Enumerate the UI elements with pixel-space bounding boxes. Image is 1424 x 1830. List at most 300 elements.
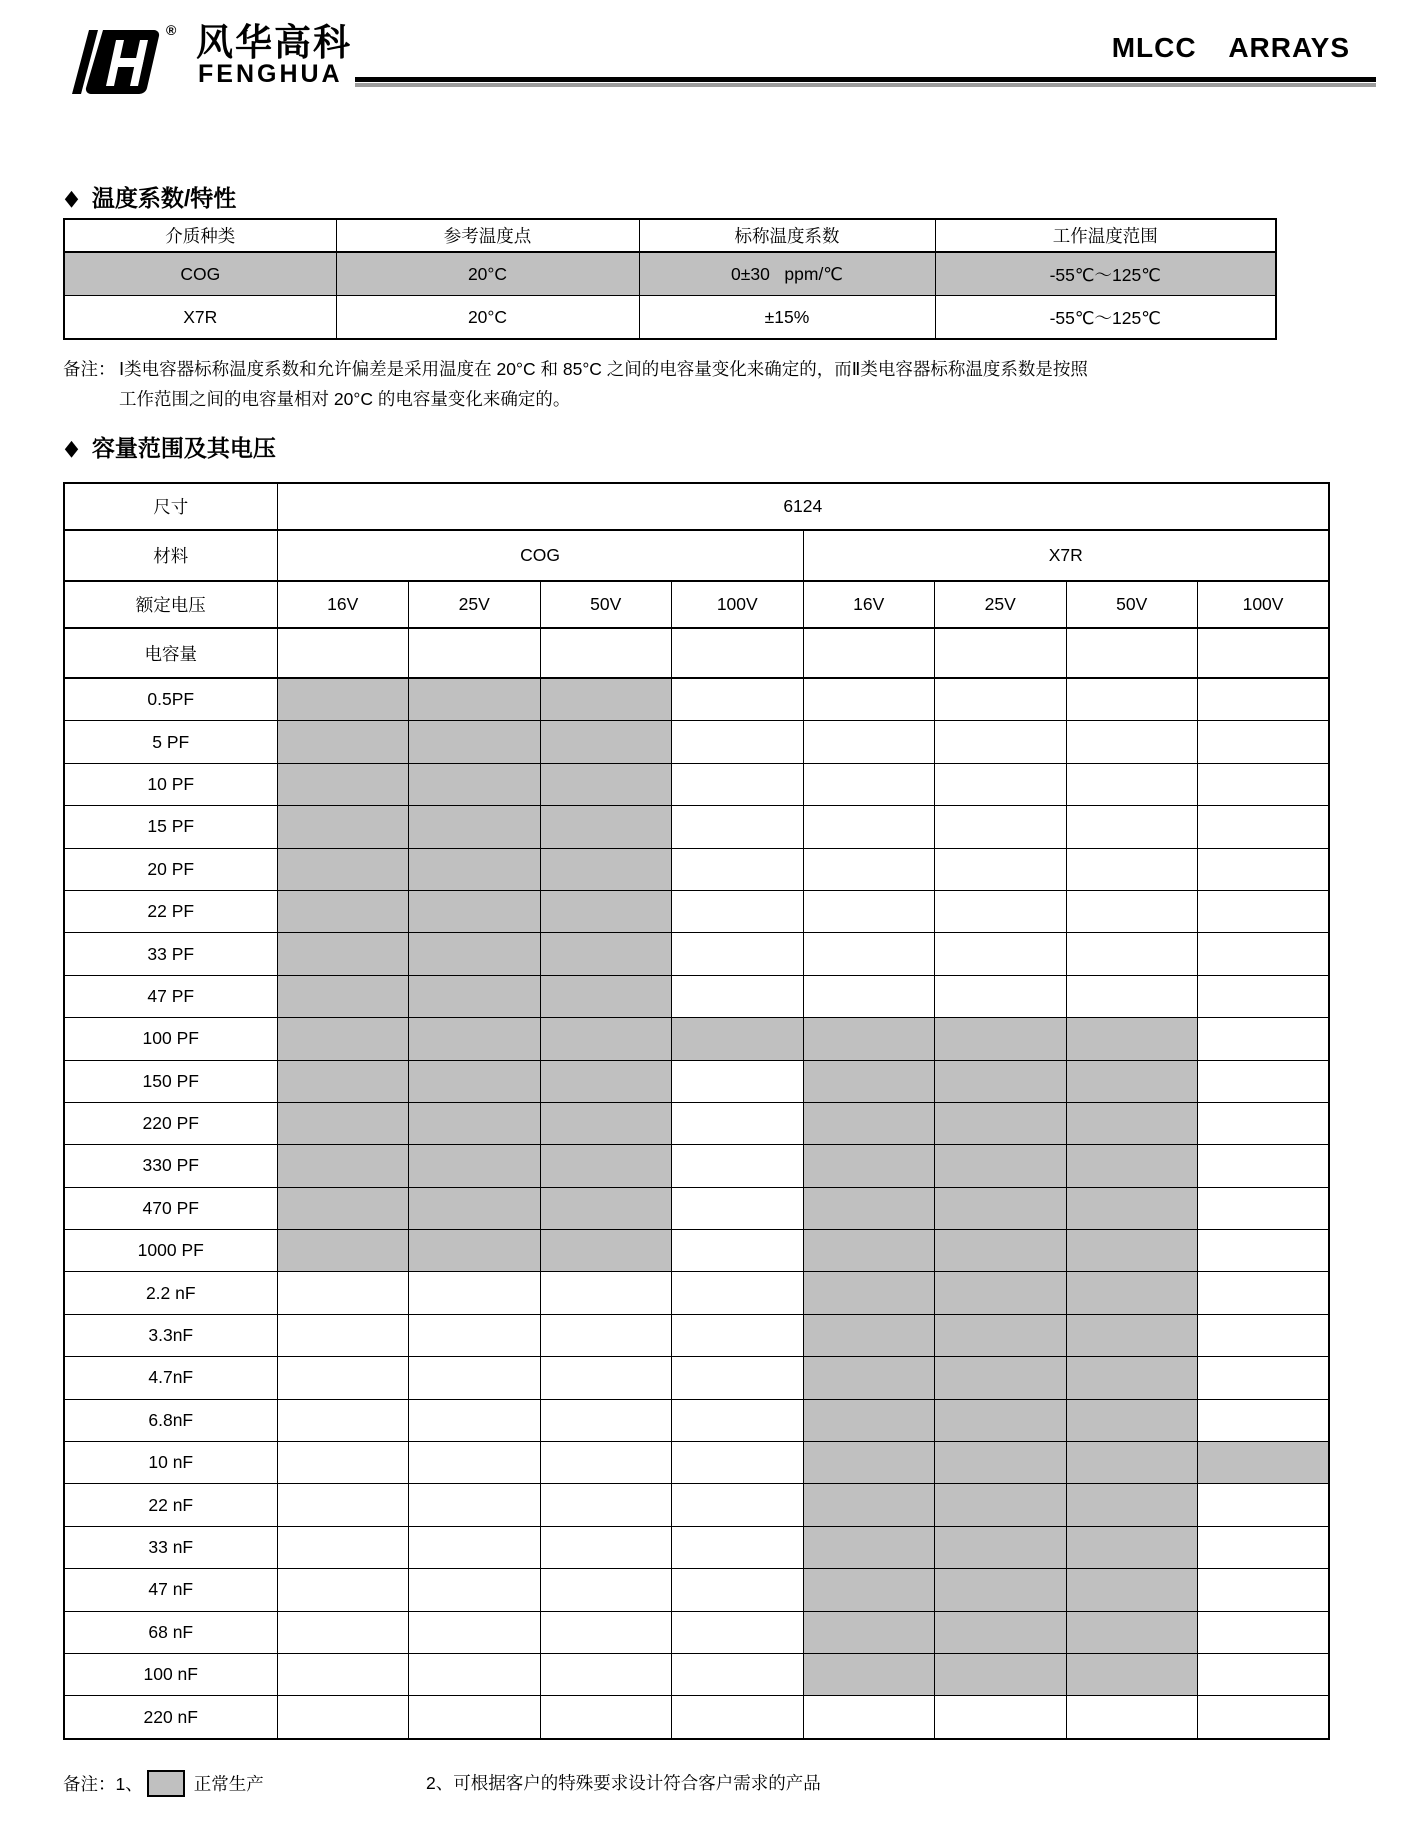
availability-cell [1198, 1357, 1330, 1399]
capacitance-row [64, 848, 1329, 890]
diamond-bullet-icon: ◆ [64, 185, 79, 210]
availability-cell [1198, 1272, 1330, 1314]
availability-cell [1066, 848, 1198, 890]
availability-cell [803, 1145, 935, 1187]
availability-cell [540, 1399, 672, 1441]
availability-cell [1198, 721, 1330, 763]
availability-cell [540, 848, 672, 890]
availability-cell [540, 1653, 672, 1695]
empty-cell [935, 628, 1067, 678]
availability-cell [1198, 1653, 1330, 1695]
availability-cell [277, 1526, 409, 1568]
availability-cell [935, 975, 1067, 1017]
availability-cell [803, 1187, 935, 1229]
availability-cell [672, 1145, 804, 1187]
availability-cell [1066, 763, 1198, 805]
capacitance-row [64, 1569, 1329, 1611]
availability-cell [277, 1230, 409, 1272]
availability-cell [409, 1526, 541, 1568]
capacitance-label: 100 nF [64, 1653, 277, 1695]
capacitance-label: 4.7nF [64, 1357, 277, 1399]
availability-cell [1066, 890, 1198, 932]
availability-cell [1198, 1399, 1330, 1441]
availability-cell [672, 806, 804, 848]
capacitance-label: 22 nF [64, 1484, 277, 1526]
availability-cell [1066, 1102, 1198, 1144]
availability-cell [1198, 975, 1330, 1017]
availability-cell [1066, 1060, 1198, 1102]
availability-cell [1198, 1569, 1330, 1611]
column-header: 工作温度范围 [935, 219, 1276, 252]
voltage-header: 100V [1198, 581, 1330, 628]
availability-cell [935, 1272, 1067, 1314]
capacitance-label: 150 PF [64, 1060, 277, 1102]
footer-note [63, 1770, 1363, 1800]
temperature-characteristics-table [63, 218, 1277, 340]
voltage-header: 16V [277, 581, 409, 628]
brand-name-chinese: 风华高科 [196, 22, 352, 63]
availability-cell [935, 1230, 1067, 1272]
availability-cell [935, 1060, 1067, 1102]
availability-cell [1066, 1484, 1198, 1526]
availability-cell [1198, 806, 1330, 848]
availability-cell [409, 890, 541, 932]
empty-cell [277, 628, 409, 678]
availability-cell [409, 806, 541, 848]
availability-cell [672, 1526, 804, 1568]
availability-cell [1198, 1145, 1330, 1187]
availability-cell [672, 1696, 804, 1739]
note-text [119, 354, 1243, 414]
availability-cell [935, 1314, 1067, 1356]
material-row [64, 530, 1329, 581]
availability-cell [409, 1145, 541, 1187]
availability-cell [935, 933, 1067, 975]
availability-cell [672, 1399, 804, 1441]
availability-cell [672, 678, 804, 721]
availability-cell [540, 1442, 672, 1484]
capacitance-label: 33 PF [64, 933, 277, 975]
availability-cell [803, 806, 935, 848]
availability-cell [1198, 1018, 1330, 1060]
empty-cell [409, 628, 541, 678]
availability-cell [672, 975, 804, 1017]
table-cell: -55℃～125℃ [935, 252, 1276, 296]
availability-cell [277, 1442, 409, 1484]
availability-cell [1198, 1484, 1330, 1526]
availability-cell [1198, 848, 1330, 890]
table-row [64, 252, 1276, 296]
availability-cell [672, 1484, 804, 1526]
size-value: 6124 [277, 483, 1329, 530]
capacitance-row [64, 1018, 1329, 1060]
availability-cell [540, 975, 672, 1017]
column-header: 介质种类 [64, 219, 336, 252]
capacitance-label: 33 nF [64, 1526, 277, 1568]
capacitance-row [64, 1102, 1329, 1144]
capacitance-column-label: 电容量 [64, 628, 277, 678]
capacitance-label: 22 PF [64, 890, 277, 932]
availability-cell [803, 933, 935, 975]
availability-cell [1066, 1696, 1198, 1739]
availability-cell [1066, 1230, 1198, 1272]
availability-cell [540, 1314, 672, 1356]
capacitance-label: 10 PF [64, 763, 277, 805]
capacitance-label: 2.2 nF [64, 1272, 277, 1314]
capacitance-row [64, 1484, 1329, 1526]
availability-cell [935, 1187, 1067, 1229]
availability-cell [540, 763, 672, 805]
capacitance-row [64, 1314, 1329, 1356]
availability-cell [409, 1060, 541, 1102]
availability-cell [1198, 1611, 1330, 1653]
availability-cell [1198, 678, 1330, 721]
column-header: 标称温度系数 [639, 219, 935, 252]
capacitance-label: 1000 PF [64, 1230, 277, 1272]
capacitance-label: 10 nF [64, 1442, 277, 1484]
column-header: 参考温度点 [336, 219, 639, 252]
table-header-row [64, 219, 1276, 252]
availability-cell [277, 1018, 409, 1060]
availability-cell [1066, 678, 1198, 721]
availability-cell [277, 1314, 409, 1356]
empty-cell [672, 628, 804, 678]
availability-cell [803, 678, 935, 721]
availability-cell [1198, 933, 1330, 975]
availability-cell [540, 1102, 672, 1144]
availability-cell [277, 933, 409, 975]
availability-cell [540, 890, 672, 932]
availability-cell [1066, 1018, 1198, 1060]
fenghua-logo-icon [70, 28, 162, 96]
capacitance-row [64, 1696, 1329, 1739]
capacitance-label: 470 PF [64, 1187, 277, 1229]
availability-cell [803, 1484, 935, 1526]
availability-cell [409, 678, 541, 721]
voltage-header: 16V [803, 581, 935, 628]
capacitance-header-row [64, 628, 1329, 678]
availability-cell [409, 933, 541, 975]
availability-cell [672, 1653, 804, 1695]
availability-cell [1066, 1272, 1198, 1314]
page-title: MLCC ARRAYS [1111, 32, 1350, 63]
availability-cell [803, 1653, 935, 1695]
voltage-header: 50V [540, 581, 672, 628]
voltage-row [64, 581, 1329, 628]
availability-cell [803, 1569, 935, 1611]
availability-cell [803, 721, 935, 763]
availability-cell [803, 1314, 935, 1356]
availability-cell [409, 1314, 541, 1356]
note-line: Ⅰ类电容器标称温度系数和允许偏差是采用温度在 20°C 和 85°C 之间的电容量变化来确定的，而Ⅱ类电容器标称温度系数是按照 [119, 359, 1088, 379]
availability-cell [540, 1611, 672, 1653]
availability-cell [277, 1484, 409, 1526]
availability-cell [1066, 1399, 1198, 1441]
availability-cell [409, 1272, 541, 1314]
capacitance-row [64, 678, 1329, 721]
availability-cell [672, 1102, 804, 1144]
availability-cell [672, 890, 804, 932]
footer-note-label: 备注：1、 [63, 1774, 143, 1794]
availability-cell [409, 1569, 541, 1611]
availability-cell [935, 678, 1067, 721]
capacitance-label: 3.3nF [64, 1314, 277, 1356]
availability-cell [540, 1018, 672, 1060]
capacitance-row [64, 1442, 1329, 1484]
table-row [64, 296, 1276, 340]
capacitance-label: 15 PF [64, 806, 277, 848]
availability-cell [277, 1357, 409, 1399]
availability-cell [540, 1484, 672, 1526]
availability-cell [540, 1060, 672, 1102]
availability-cell [409, 763, 541, 805]
availability-cell [803, 1442, 935, 1484]
availability-cell [803, 1018, 935, 1060]
availability-cell [1066, 1145, 1198, 1187]
availability-cell [935, 1653, 1067, 1695]
voltage-header: 25V [409, 581, 541, 628]
availability-cell [277, 678, 409, 721]
table-cell: ±15% [639, 296, 935, 340]
capacitance-label: 47 nF [64, 1569, 277, 1611]
availability-cell [672, 848, 804, 890]
capacitance-label: 6.8nF [64, 1399, 277, 1441]
availability-cell [277, 1399, 409, 1441]
availability-cell [803, 890, 935, 932]
availability-cell [409, 721, 541, 763]
table-cell: 20°C [336, 296, 639, 340]
availability-cell [803, 1060, 935, 1102]
availability-cell [935, 1484, 1067, 1526]
availability-cell [1198, 1314, 1330, 1356]
legend-text: 正常生产 [193, 1774, 264, 1794]
legend-swatch-icon [147, 1770, 185, 1797]
availability-cell [1066, 933, 1198, 975]
availability-cell [540, 721, 672, 763]
availability-cell [409, 848, 541, 890]
capacitance-row [64, 721, 1329, 763]
availability-cell [1198, 1187, 1330, 1229]
availability-cell [277, 1653, 409, 1695]
availability-cell [409, 1653, 541, 1695]
availability-cell [409, 1611, 541, 1653]
availability-cell [540, 1145, 672, 1187]
availability-cell [803, 1102, 935, 1144]
availability-cell [409, 1102, 541, 1144]
availability-cell [803, 1272, 935, 1314]
availability-cell [803, 1611, 935, 1653]
capacitance-label: 0.5PF [64, 678, 277, 721]
availability-cell [803, 1526, 935, 1568]
availability-cell [540, 1357, 672, 1399]
availability-cell [672, 933, 804, 975]
availability-cell [1066, 721, 1198, 763]
empty-cell [803, 628, 935, 678]
availability-cell [1066, 1653, 1198, 1695]
legend [63, 1770, 264, 1797]
capacitance-row [64, 1653, 1329, 1695]
availability-cell [935, 763, 1067, 805]
availability-cell [540, 678, 672, 721]
availability-cell [935, 1145, 1067, 1187]
availability-cell [935, 1357, 1067, 1399]
availability-cell [277, 721, 409, 763]
capacitance-row [64, 1526, 1329, 1568]
availability-cell [803, 1696, 935, 1739]
table-cell: 20°C [336, 252, 639, 296]
availability-cell [1066, 975, 1198, 1017]
availability-cell [540, 933, 672, 975]
availability-cell [1066, 1314, 1198, 1356]
availability-cell [935, 1611, 1067, 1653]
availability-cell [1066, 1569, 1198, 1611]
availability-cell [672, 1314, 804, 1356]
availability-cell [540, 806, 672, 848]
availability-cell [935, 1018, 1067, 1060]
availability-cell [277, 890, 409, 932]
capacitance-row [64, 933, 1329, 975]
capacitance-row [64, 890, 1329, 932]
size-label: 尺寸 [64, 483, 277, 530]
availability-cell [409, 1018, 541, 1060]
capacitance-row [64, 806, 1329, 848]
availability-cell [1066, 1187, 1198, 1229]
availability-cell [277, 1569, 409, 1611]
capacitance-label: 220 PF [64, 1102, 277, 1144]
availability-cell [540, 1187, 672, 1229]
note-paragraph [63, 354, 1243, 414]
availability-cell [935, 1526, 1067, 1568]
voltage-header: 50V [1066, 581, 1198, 628]
capacitance-label: 68 nF [64, 1611, 277, 1653]
availability-cell [1198, 1526, 1330, 1568]
availability-cell [672, 1272, 804, 1314]
header-divider [355, 77, 1376, 87]
availability-cell [409, 975, 541, 1017]
diamond-bullet-icon: ◆ [64, 435, 79, 460]
capacitance-row [64, 1357, 1329, 1399]
availability-cell [803, 1230, 935, 1272]
capacitance-label: 100 PF [64, 1018, 277, 1060]
note-label: 备注： [63, 359, 116, 379]
capacitance-row [64, 1230, 1329, 1272]
availability-cell [1066, 1526, 1198, 1568]
voltage-label: 额定电压 [64, 581, 277, 628]
section-title-text: 温度系数/特性 [91, 185, 237, 211]
registered-trademark-symbol: ® [166, 22, 177, 38]
availability-cell [1198, 1696, 1330, 1739]
table-cell: -55℃～125℃ [935, 296, 1276, 340]
material-cog: COG [277, 530, 803, 581]
availability-cell [935, 848, 1067, 890]
empty-cell [1198, 628, 1330, 678]
availability-cell [803, 1357, 935, 1399]
capacitance-row [64, 1399, 1329, 1441]
availability-cell [672, 1230, 804, 1272]
availability-cell [672, 1018, 804, 1060]
section-title-text: 容量范围及其电压 [91, 435, 276, 461]
material-label: 材料 [64, 530, 277, 581]
brand-name-english: FENGHUA [198, 60, 343, 88]
availability-cell [277, 848, 409, 890]
capacitance-label: 20 PF [64, 848, 277, 890]
availability-cell [935, 890, 1067, 932]
availability-cell [672, 1569, 804, 1611]
availability-cell [935, 1399, 1067, 1441]
availability-cell [277, 763, 409, 805]
empty-cell [1066, 628, 1198, 678]
availability-cell [540, 1230, 672, 1272]
voltage-header: 100V [672, 581, 804, 628]
availability-cell [277, 975, 409, 1017]
availability-cell [277, 1611, 409, 1653]
availability-cell [672, 1060, 804, 1102]
availability-cell [1066, 1442, 1198, 1484]
footer-note-2: 2、可根据客户的特殊要求设计符合客户需求的产品 [426, 1773, 821, 1793]
capacitance-label: 47 PF [64, 975, 277, 1017]
availability-cell [672, 1357, 804, 1399]
availability-cell [672, 1442, 804, 1484]
availability-cell [540, 1272, 672, 1314]
capacitance-row [64, 1272, 1329, 1314]
availability-cell [803, 848, 935, 890]
capacitance-label: 220 nF [64, 1696, 277, 1739]
capacitance-row [64, 1145, 1329, 1187]
availability-cell [277, 1060, 409, 1102]
availability-cell [1198, 1442, 1330, 1484]
capacitance-row [64, 975, 1329, 1017]
material-x7r: X7R [803, 530, 1329, 581]
capacitance-row [64, 1611, 1329, 1653]
size-row [64, 483, 1329, 530]
capacitance-voltage-table [63, 482, 1330, 1740]
availability-cell [1066, 806, 1198, 848]
availability-cell [1066, 1611, 1198, 1653]
availability-cell [409, 1696, 541, 1739]
availability-cell [935, 1102, 1067, 1144]
availability-cell [935, 806, 1067, 848]
capacitance-label: 330 PF [64, 1145, 277, 1187]
availability-cell [540, 1696, 672, 1739]
section-title-capacitance [63, 433, 276, 463]
capacitance-label: 5 PF [64, 721, 277, 763]
availability-cell [672, 1187, 804, 1229]
availability-cell [935, 1442, 1067, 1484]
availability-cell [540, 1569, 672, 1611]
availability-cell [277, 1102, 409, 1144]
capacitance-row [64, 1187, 1329, 1229]
availability-cell [540, 1526, 672, 1568]
availability-cell [409, 1187, 541, 1229]
availability-cell [1198, 1102, 1330, 1144]
availability-cell [1198, 1060, 1330, 1102]
availability-cell [935, 1569, 1067, 1611]
availability-cell [277, 1696, 409, 1739]
capacitance-row [64, 763, 1329, 805]
availability-cell [1066, 1357, 1198, 1399]
availability-cell [803, 1399, 935, 1441]
table-cell: 0±30 ppm/℃ [639, 252, 935, 296]
availability-cell [277, 1145, 409, 1187]
availability-cell [672, 1611, 804, 1653]
availability-cell [409, 1399, 541, 1441]
capacitance-row [64, 1060, 1329, 1102]
table-cell: X7R [64, 296, 336, 340]
availability-cell [277, 1272, 409, 1314]
empty-cell [540, 628, 672, 678]
voltage-header: 25V [935, 581, 1067, 628]
availability-cell [1198, 763, 1330, 805]
